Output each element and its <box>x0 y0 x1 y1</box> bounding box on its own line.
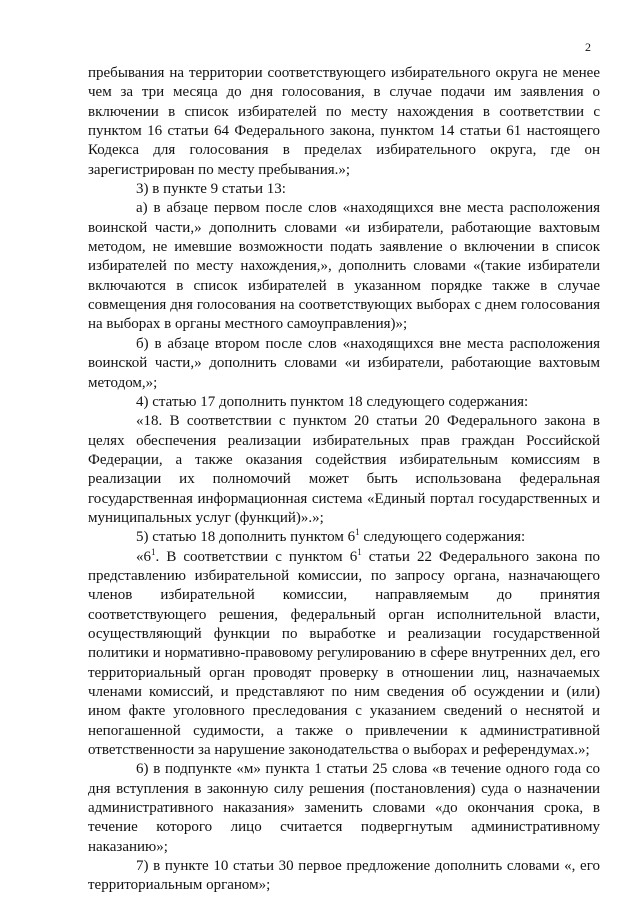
paragraph-item-6: 6) в подпункте «м» пункта 1 статьи 25 слова «в течение одного года со дня вступления в законную силу решения (постановления) суда о назначении административного наказания» заменить словами «до окончания срока, в течение которого лицо считается подвергнутым административному наказанию»; <box>88 761 600 855</box>
paragraph-item-5 <box>88 528 600 547</box>
superscript: 1 <box>355 527 360 538</box>
item-5-text: 5) статью 18 дополнить пунктом 6 <box>136 529 356 546</box>
quote-open: «6 <box>136 548 151 565</box>
paragraph-item-7: 7) в пункте 10 статьи 30 первое предложение дополнить словами «, его территориальным органом»; <box>88 858 600 894</box>
page-number: 2 <box>585 40 591 54</box>
superscript: 1 <box>357 546 362 557</box>
paragraph-item-4: 4) статью 17 дополнить пунктом 18 следующего содержания: <box>136 393 529 410</box>
item-5-text-end: следующего содержания: <box>359 529 526 546</box>
document-body <box>88 64 600 896</box>
paragraph-subitem-b: б) в абзаце втором после слов «находящихся вне места расположения воинской части,» дополнить словами «и избиратели, работающие вахтовым методом,»; <box>88 335 600 391</box>
paragraph-quote-18: «18. В соответствии с пунктом 20 статьи 20 Федерального закона в целях обеспечения реализации избирательных прав граждан Российской Федерации, а также оказания содействия избирательным комиссиям в реализации их полномочий может быть использована федеральная государственная информационная система «Единый портал государственных и муниципальных услуг (функций)».»; <box>88 413 600 526</box>
paragraph-continuation: пребывания на территории соответствующего избирательного округа не менее чем за три месяца до дня голосования, в случае подачи им заявления о включении в список избирателей по месту нахождения в соответствии с пунктом 16 статьи 64 Федерального закона, пунктом 14 статьи 61 настоящего Кодекса для голосования в пределах избирательного округа, где он зарегистрирован по месту пребывания.»; <box>88 65 600 178</box>
quote-middle: . В соответствии с пунктом 6 <box>155 548 358 565</box>
paragraph-subitem-a: а) в абзаце первом после слов «находящихся вне места расположения воинской части,» дополнить словами «и избиратели, работающие вахтовым методом, не имевшие возможности подать заявление о включении в список избирателей по месту нахождения,», дополнить словами «(такие избиратели включаются в список избирателей в указанном порядке также в случае совмещения дня голосования на соответствующих выборах с днем голосования на выборах в органы местного самоуправления)»; <box>88 200 600 333</box>
superscript: 1 <box>151 546 156 557</box>
paragraph-quote-6-1 <box>88 548 600 761</box>
quote-rest: статьи 22 Федерального закона по представлению избирательной комиссии, по запросу органа, назначающего членов избирательной комиссии, направляемым до принятия соответствующего решения, федеральный орган исполнительной власти, осуществляющий функции по выработке и реализации государственной политики и нормативно-правовому регулированию в сфере внутренних дел, его территориальный орган проводят проверку в отношении лиц, назначаемых членами комиссий, и представляют по ним сведения об осуждении и (или) ином факте уголовного преследования с указанием сведений о неснятой и непогашенной судимости, а также о привлечении к административной ответственности за нарушение законодательства о выборах и референдумах.»; <box>88 548 600 759</box>
paragraph-item-3: 3) в пункте 9 статьи 13: <box>136 181 286 198</box>
